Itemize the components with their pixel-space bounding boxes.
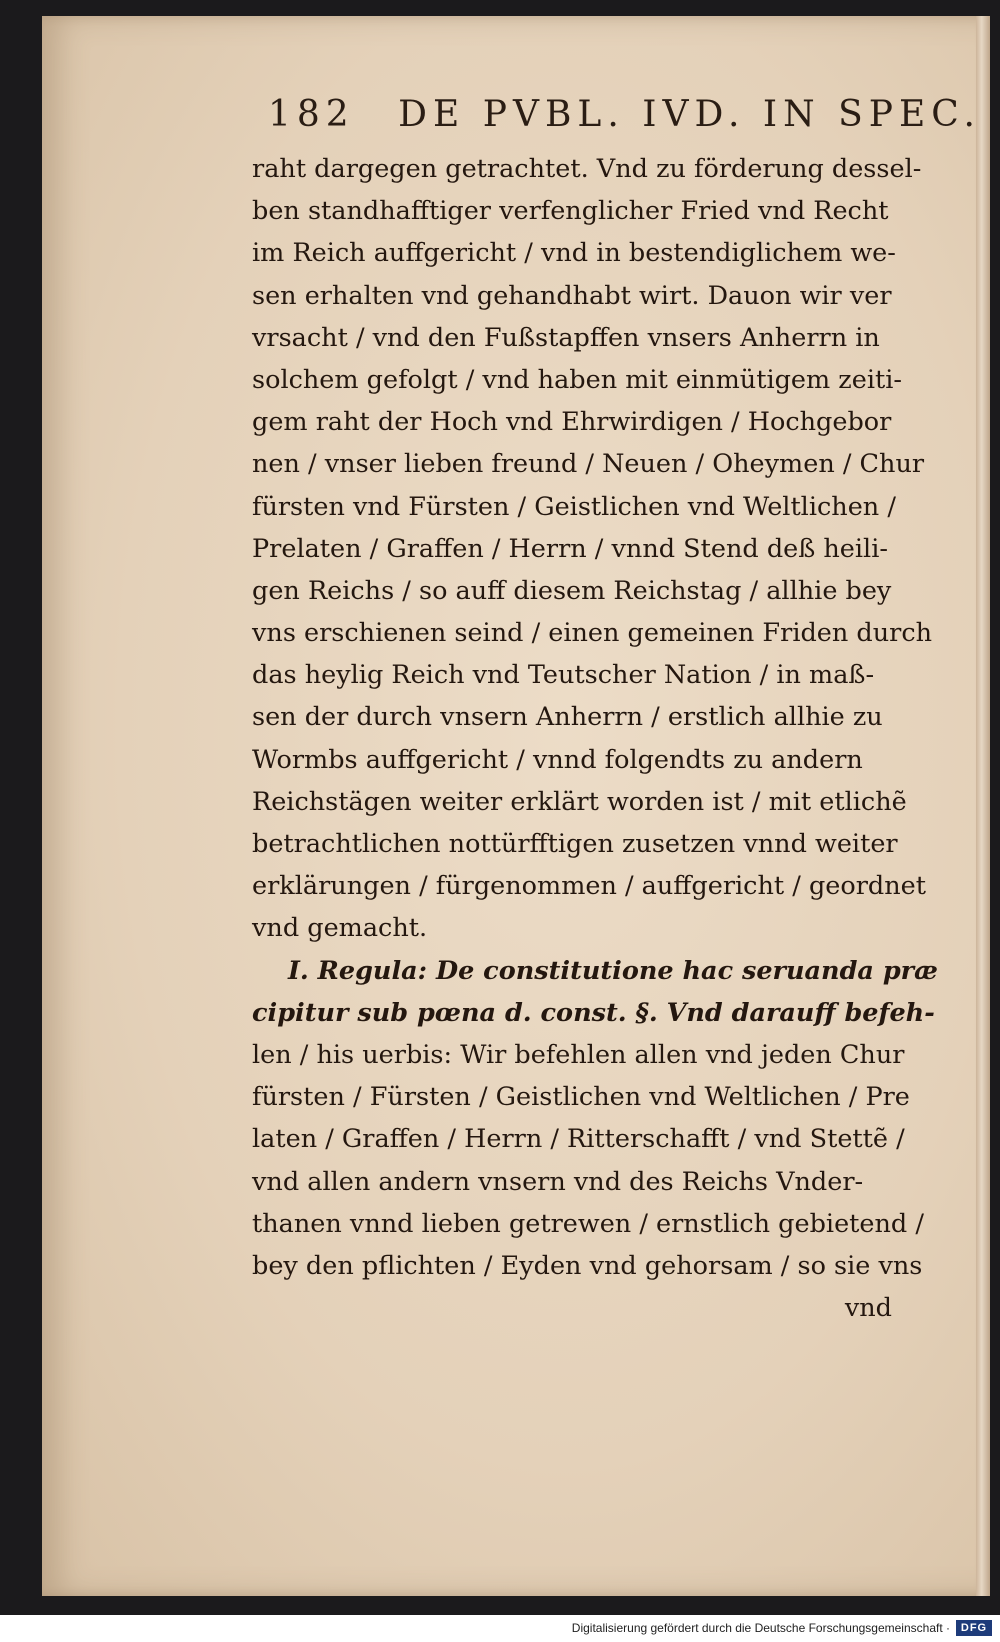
- text-line: gem raht der Hoch vnd Ehrwirdigen / Hochgebor: [252, 407, 892, 438]
- text-line: sen erhalten vnd gehandhabt wirt. Dauon wir ver: [252, 280, 892, 311]
- text-line: nen / vnser lieben freund / Neuen / Oheymen / Chur: [252, 449, 925, 480]
- regula-line: vnd allen andern vnsern vnd des Reichs Vnder-: [252, 1166, 864, 1197]
- page-number: 182: [268, 94, 355, 135]
- text-line: raht dargegen getrachtet. Vnd zu förderung dessel-: [252, 154, 922, 184]
- text-line: ben standhafftiger verfenglicher Fried vnd Recht: [252, 196, 889, 227]
- dfg-logo: DFG: [956, 1620, 992, 1636]
- regula-heading-line: I. Regula: De constitutione hac seruanda præ: [288, 955, 938, 986]
- text-line: vnd gemacht.: [252, 913, 428, 944]
- regula-line: cipitur sub pœna d. const. §. Vnd darauff befeh-: [252, 997, 935, 1028]
- text-block: [252, 148, 938, 1329]
- catchword: vnd: [844, 1293, 892, 1324]
- text-line: betrachtlichen nottürfftigen zusetzen vnnd weiter: [252, 829, 898, 859]
- text-line: Prelaten / Graffen / Herrn / vnnd Stend deß heili-: [252, 533, 888, 564]
- text-line: fürsten vnd Fürsten / Geistlichen vnd Weltlichen /: [252, 491, 896, 522]
- regula-line: fürsten / Fürsten / Geistlichen vnd Weltlichen / Pre: [252, 1082, 910, 1113]
- regula-line: laten / Graffen / Herrn / Ritterschafft / vnd Stettẽ /: [252, 1124, 905, 1155]
- footer-bar: [0, 1615, 1000, 1642]
- text-line: solchem gefolgt / vnd haben mit einmütigem zeiti-: [252, 364, 903, 395]
- text-line: vns erschienen seind / einen gemeinen Friden durch: [252, 618, 933, 649]
- text-line: sen der durch vnsern Anherrn / erstlich allhie zu: [252, 702, 883, 733]
- text-line: vrsacht / vnd den Fußstapffen vnsers Anherrn in: [252, 322, 880, 353]
- running-title: DE PVBL. IVD. IN SPEC.: [398, 94, 981, 135]
- text-line: das heylig Reich vnd Teutscher Nation / in maß-: [252, 660, 875, 691]
- regula-line: len / his uerbis: Wir befehlen allen vnd jeden Chur: [252, 1039, 905, 1070]
- text-line: Wormbs auffgericht / vnnd folgendts zu andern: [252, 744, 863, 775]
- regula-line: bey den pflichten / Eyden vnd gehorsam / so sie vns: [252, 1250, 923, 1281]
- text-line: im Reich auffgericht / vnd in bestendiglichem we-: [252, 238, 896, 269]
- page-edge: [976, 16, 990, 1596]
- text-line: erklärungen / fürgenommen / auffgericht / geordnet: [252, 871, 926, 902]
- regula-line: thanen vnnd lieben getrewen / ernstlich gebietend /: [252, 1208, 924, 1239]
- running-header: [268, 94, 981, 140]
- funding-credit: Digitalisierung gefördert durch die Deutsche Forschungsgemeinschaft ·: [571, 1621, 950, 1635]
- text-line: gen Reichs / so auff diesem Reichstag / allhie bey: [252, 575, 892, 606]
- text-line: Reichstägen weiter erklärt worden ist / mit etlichẽ: [252, 786, 907, 817]
